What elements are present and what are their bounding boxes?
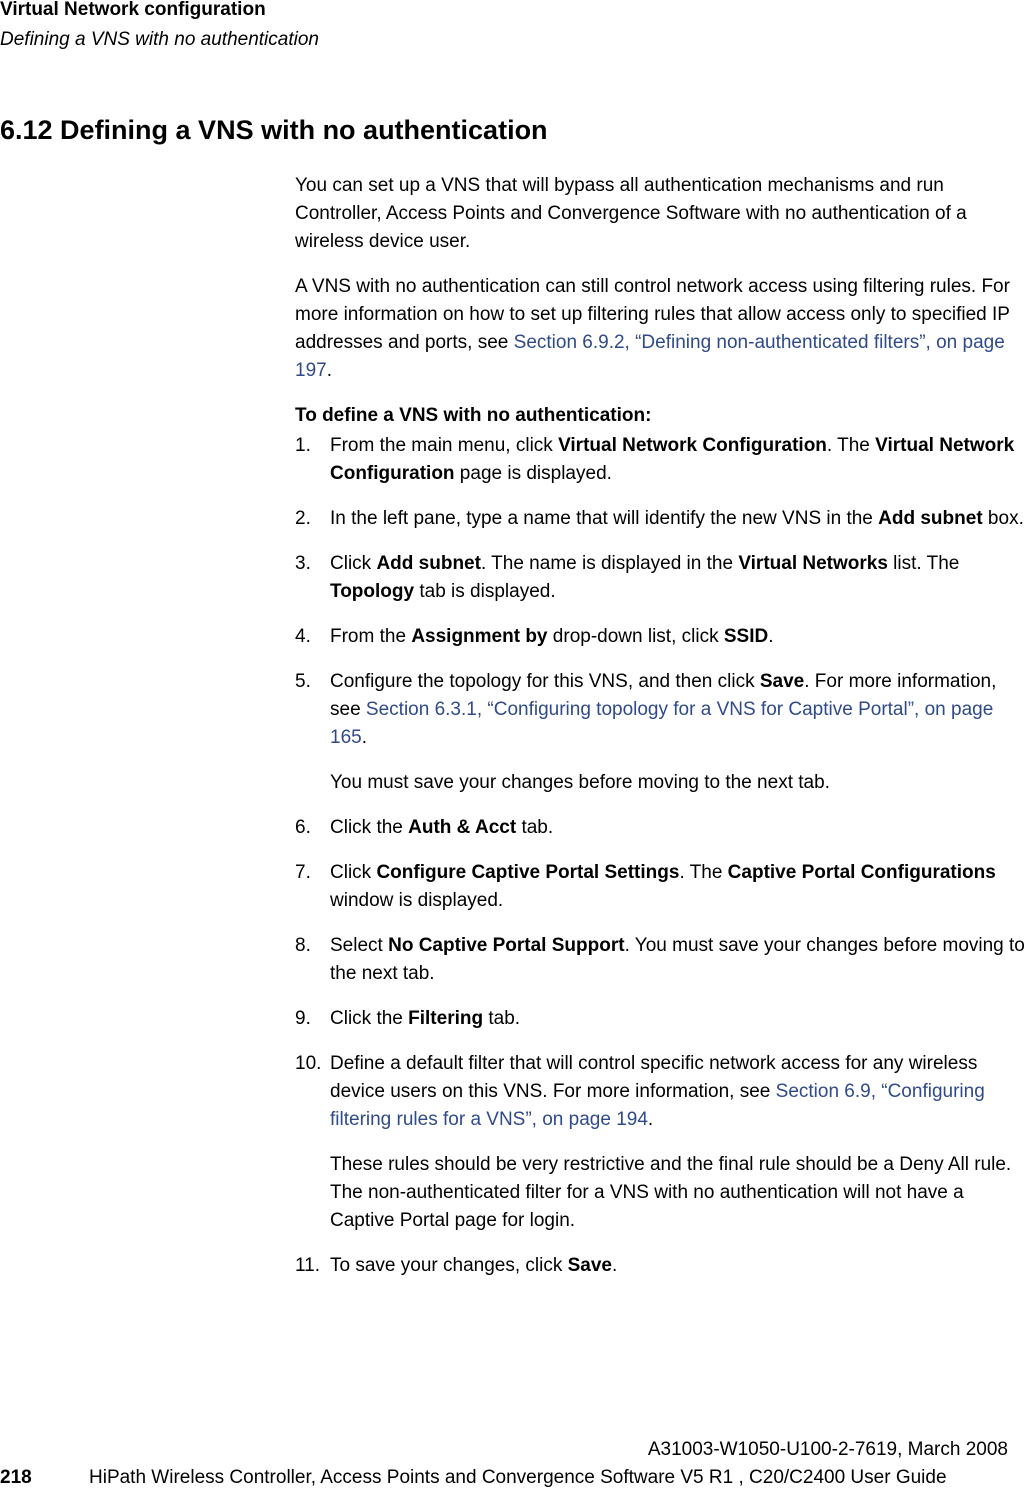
step-9: 9. Click the Filtering tab.	[295, 1005, 1030, 1033]
section-title: 6.12 Defining a VNS with no authentication	[0, 115, 548, 145]
step-5: 5. Configure the topology for this VNS, and then click Save. For more information, see Section 6.3.1, “Configuring topology for a VNS for Captive Portal”, on page 165. You must save your changes before moving to the next tab.	[295, 668, 1030, 797]
step-10: 10. Define a default filter that will control specific network access for any wireless device users on this VNS. For more information, see Section 6.9, “Configuring filtering rules for a VNS”, on page 194. These rules should be very restrictive and the final rule should be a Deny All rule. The non-authenticated filter for a VNS with no authentication will not have a Captive Portal page for login.	[295, 1050, 1030, 1235]
step-number: 4.	[295, 626, 311, 647]
step-number: 6.	[295, 817, 311, 838]
procedure-title: To define a VNS with no authentication:	[295, 405, 652, 426]
step-number: 1.	[295, 435, 311, 456]
footer-document-id: A31003-W1050-U100-2-7619, March 2008	[647, 1439, 1008, 1460]
step-8: 8. Select No Captive Portal Support. You must save your changes before moving to the next tab.	[295, 932, 1030, 988]
step-note: You must save your changes before moving to the next tab.	[330, 772, 830, 793]
cross-reference-link[interactable]: Section 6.9, “Configuring filtering rules for a VNS”, on page 194	[330, 1081, 985, 1130]
step-number: 7.	[295, 862, 311, 883]
cross-reference-link[interactable]: Section 6.3.1, “Configuring topology for a VNS for Captive Portal”, on page 165	[330, 699, 994, 748]
step-7: 7. Click Configure Captive Portal Settings. The Captive Portal Configurations window is displayed.	[295, 859, 1030, 915]
step-number: 11.	[295, 1255, 321, 1276]
step-number: 10.	[295, 1053, 322, 1074]
intro-text: A VNS with no authentication can still control network access using filtering rules. For more information on how to set up filtering rules that allow access only to specified IP addresses and ports, see	[295, 276, 1010, 353]
step-number: 3.	[295, 553, 311, 574]
section-body	[295, 172, 1030, 1297]
step-3: 3. Click Add subnet. The name is displayed in the Virtual Networks list. The Topology tab is displayed.	[295, 550, 1030, 606]
step-1: 1. From the main menu, click Virtual Network Configuration. The Virtual Network Configuration page is displayed.	[295, 432, 1030, 488]
step-number: 2.	[295, 508, 311, 529]
step-11: 11. To save your changes, click Save.	[295, 1252, 1030, 1280]
intro-paragraph: You can set up a VNS that will bypass all authentication mechanisms and run Controller, Access Points and Convergence Software with no authentication of a wireless device user.	[295, 175, 967, 252]
running-header-section: Defining a VNS with no authentication	[0, 29, 319, 50]
footer-page-number: 218	[0, 1467, 32, 1488]
footer-guide-title: HiPath Wireless Controller, Access Points and Convergence Software V5 R1 , C20/C2400 User Guide	[89, 1467, 947, 1488]
step-number: 5.	[295, 671, 311, 692]
intro-paragraph-filtering	[295, 273, 1030, 385]
cross-reference-link[interactable]: Section 6.9.2, “Defining non-authenticated filters”, on page 197	[295, 332, 1005, 381]
running-header-chapter: Virtual Network configuration	[0, 0, 266, 20]
step-number: 8.	[295, 935, 311, 956]
step-4: 4. From the Assignment by drop-down list, click SSID.	[295, 623, 1030, 651]
step-2: 2. In the left pane, type a name that will identify the new VNS in the Add subnet box.	[295, 505, 1030, 533]
step-number: 9.	[295, 1008, 311, 1029]
procedure-steps	[295, 432, 1030, 1280]
step-note: These rules should be very restrictive and the final rule should be a Deny All rule. The non-authenticated filter for a VNS with no authentication will not have a Captive Portal page for login.	[330, 1154, 1012, 1231]
intro-end: .	[326, 360, 332, 381]
step-6: 6. Click the Auth & Acct tab.	[295, 814, 1030, 842]
